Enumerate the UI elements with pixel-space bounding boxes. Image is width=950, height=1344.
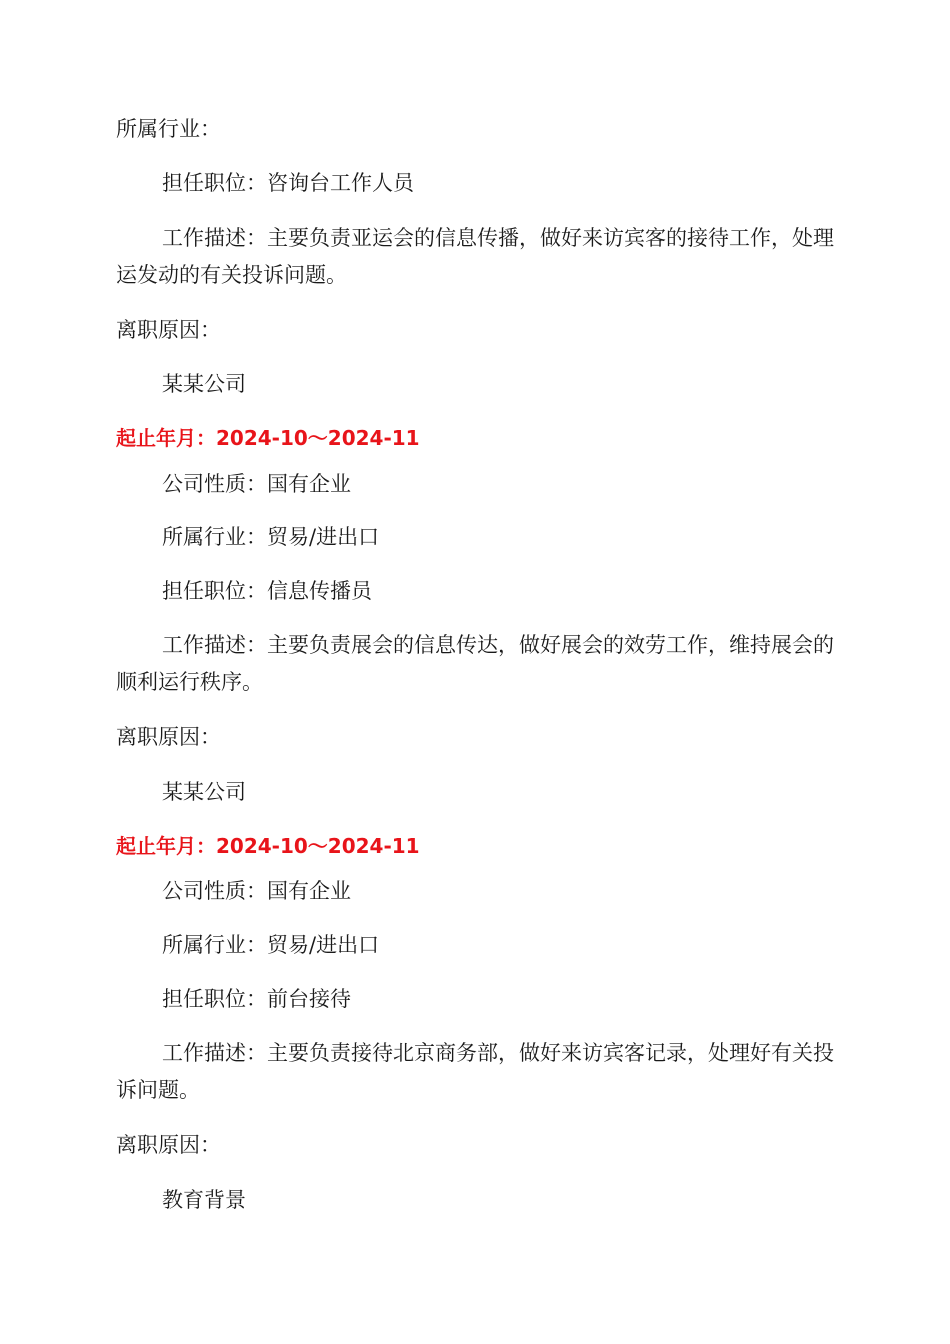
position-line: 担任职位：前台接待 (162, 987, 351, 1011)
leave-reason-label: 离职原因： (116, 725, 221, 749)
company-name: 某某公司 (162, 780, 246, 804)
position-line: 担任职位：信息传播员 (162, 579, 372, 603)
industry-label: 所属行业： (116, 117, 221, 141)
period-heading: 起止年月：2024-10～2024-11 (116, 426, 420, 450)
leave-reason-label: 离职原因： (116, 1133, 221, 1157)
job-description: 工作描述：主要负责接待北京商务部，做好来访宾客记录，处理好有关投诉问题。 (116, 1041, 834, 1102)
period-heading: 起止年月：2024-10～2024-11 (116, 834, 420, 858)
company-name: 某某公司 (162, 372, 246, 396)
industry-line: 所属行业：贸易/进出口 (162, 933, 380, 957)
company-type-line: 公司性质：国有企业 (162, 472, 351, 496)
industry-line: 所属行业：贸易/进出口 (162, 525, 380, 549)
position-line: 担任职位：咨询台工作人员 (162, 171, 414, 195)
job-description: 工作描述：主要负责展会的信息传达，做好展会的效劳工作，维持展会的顺利运行秩序。 (116, 633, 834, 694)
education-heading: 教育背景 (162, 1188, 246, 1212)
leave-reason-label: 离职原因： (116, 318, 221, 342)
company-type-line: 公司性质：国有企业 (162, 879, 351, 903)
job-description: 工作描述：主要负责亚运会的信息传播，做好来访宾客的接待工作，处理运发动的有关投诉问题。 (116, 226, 834, 287)
